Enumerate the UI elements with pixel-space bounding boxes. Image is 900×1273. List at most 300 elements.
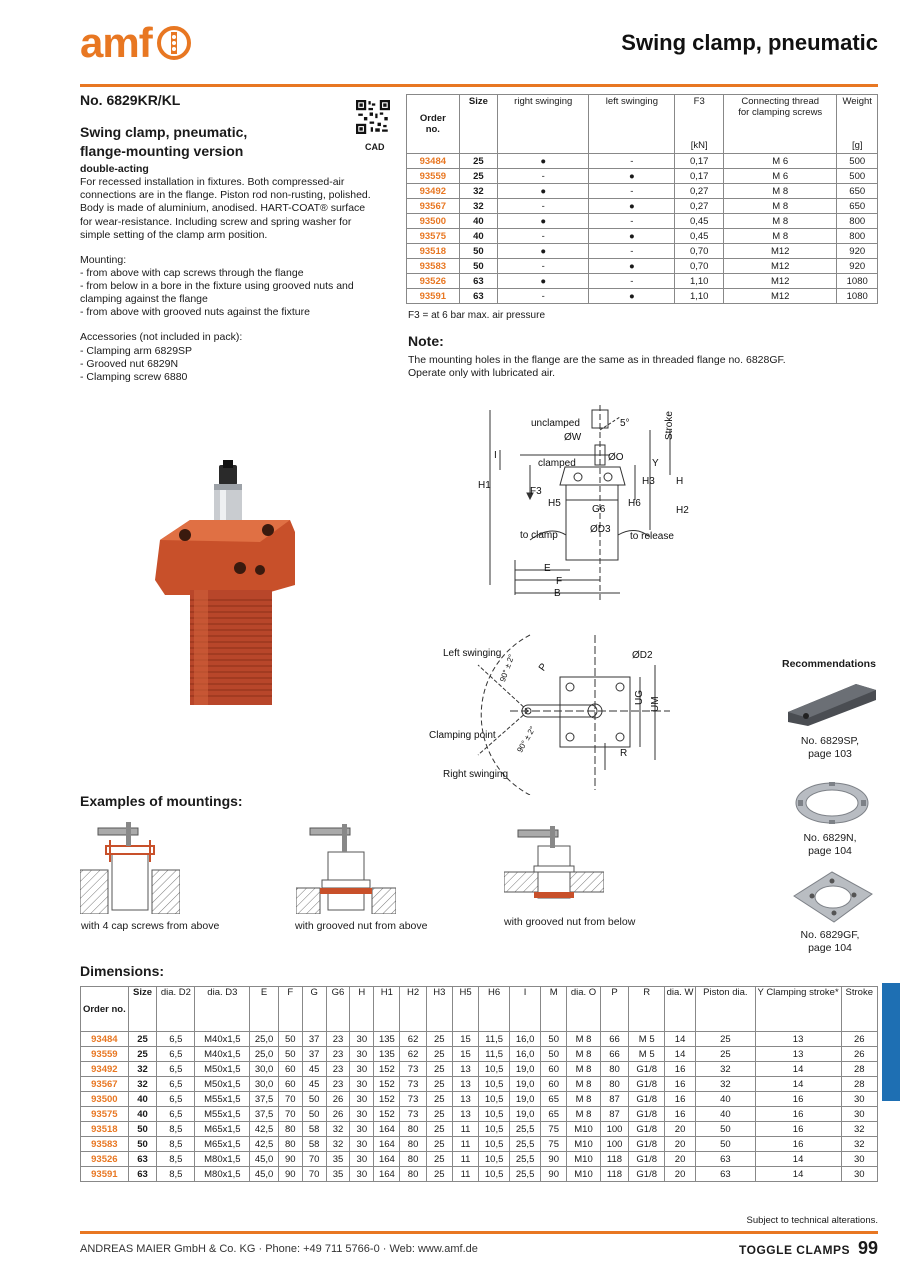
dim-cell: G1/8 — [629, 1152, 665, 1167]
col-f3: F3 [kN] — [675, 95, 724, 154]
label-h2: H2 — [676, 505, 689, 516]
order-cell: 0,27 — [675, 199, 724, 214]
order-row — [407, 214, 878, 229]
dim-cell: 14 — [665, 1032, 696, 1047]
order-cell: M12 — [724, 259, 837, 274]
dim-cell: 58 — [302, 1122, 326, 1137]
dim-cell: M 8 — [567, 1092, 600, 1107]
label-h: H — [676, 476, 684, 487]
product-title-line-1: Swing clamp, pneumatic, — [80, 123, 248, 140]
dim-cell: 32 — [841, 1137, 877, 1152]
label-um: UM — [650, 696, 661, 712]
label-w: ØW — [564, 432, 582, 443]
order-cell: M12 — [724, 244, 837, 259]
dim-cell: M 8 — [567, 1032, 600, 1047]
dim-cell: 30 — [350, 1077, 374, 1092]
order-number-cell[interactable]: 93500 — [81, 1092, 129, 1107]
dim-cell: 25 — [426, 1077, 452, 1092]
dim-col-header: H5 — [452, 987, 478, 1032]
dim-cell: M65x1,5 — [195, 1122, 250, 1137]
mounting-example-1 — [80, 822, 180, 914]
dim-cell: 80 — [600, 1062, 629, 1077]
dim-cell: 90 — [278, 1152, 302, 1167]
dim-cell: 60 — [278, 1062, 302, 1077]
dim-col-header: F — [278, 987, 302, 1032]
dim-cell: 14 — [755, 1152, 841, 1167]
order-cell: 50 — [459, 244, 497, 259]
dim-cell: 16 — [665, 1107, 696, 1122]
dim-col-header: H — [350, 987, 374, 1032]
rec-item-3[interactable]: No. 6829GF, page 104 — [800, 929, 860, 955]
order-number-cell[interactable]: 93575 — [81, 1107, 129, 1122]
dim-cell: 25 — [426, 1062, 452, 1077]
dim-col-header: dia. W — [665, 987, 696, 1032]
dim-cell: 75 — [541, 1122, 567, 1137]
dim-col-header: Stroke — [841, 987, 877, 1032]
label-d2: ØD2 — [632, 650, 653, 661]
dimensions-table — [80, 986, 878, 1182]
note-heading: Note: — [408, 333, 444, 349]
dim-cell: M80x1,5 — [195, 1152, 250, 1167]
grooved-nut-image[interactable] — [792, 778, 872, 828]
order-number-cell[interactable]: 93567 — [81, 1077, 129, 1092]
order-number-cell[interactable]: 93492 — [81, 1062, 129, 1077]
header-divider — [80, 84, 878, 87]
dim-cell: 118 — [600, 1152, 629, 1167]
dim-col-header: dia. D2 — [157, 987, 195, 1032]
col-order-no: Order no. — [407, 95, 460, 154]
label-stroke: Stroke — [664, 411, 675, 440]
dim-cell: 62 — [400, 1047, 426, 1062]
dim-cell: M50x1,5 — [195, 1062, 250, 1077]
dim-cell: 152 — [374, 1092, 400, 1107]
dim-cell: 135 — [374, 1047, 400, 1062]
order-cell: 650 — [837, 184, 878, 199]
col-left-swinging: left swinging — [589, 95, 675, 154]
order-row — [407, 229, 878, 244]
order-cell: 800 — [837, 214, 878, 229]
order-number-cell[interactable]: 93567 — [407, 199, 460, 214]
dim-cell: M40x1,5 — [195, 1032, 250, 1047]
dim-cell: 80 — [400, 1167, 426, 1182]
dim-cell: 50 — [128, 1122, 157, 1137]
order-cell: 0,70 — [675, 244, 724, 259]
order-cell: 920 — [837, 244, 878, 259]
dim-cell: 40 — [128, 1092, 157, 1107]
order-number-cell[interactable]: 93575 — [407, 229, 460, 244]
order-cell: ● — [498, 244, 589, 259]
order-cell: - — [498, 259, 589, 274]
dim-col-header: dia. O — [567, 987, 600, 1032]
dim-cell: 25 — [426, 1092, 452, 1107]
product-number: No. 6829KR/KL — [80, 92, 181, 108]
mounting-text: Mounting: - from above with cap screws through the flange - from below in a bore in the fixture using grooved nuts and clamping against the flange - from above with grooved nuts against the fixture — [80, 253, 354, 319]
dim-cell: 6,5 — [157, 1062, 195, 1077]
dim-cell: 15 — [452, 1047, 478, 1062]
dim-cell: 40 — [696, 1107, 756, 1122]
logo-emblem-icon — [154, 23, 194, 63]
dim-cell: 63 — [128, 1167, 157, 1182]
mounting-example-3 — [504, 826, 604, 910]
order-cell: 40 — [459, 229, 497, 244]
dim-cell: 20 — [665, 1122, 696, 1137]
dim-cell: 25,0 — [250, 1032, 279, 1047]
order-row — [407, 184, 878, 199]
order-cell: ● — [498, 184, 589, 199]
dim-cell: 50 — [128, 1137, 157, 1152]
dim-cell: 28 — [841, 1062, 877, 1077]
cad-label[interactable]: CAD — [365, 142, 385, 152]
threaded-flange-image[interactable] — [790, 868, 876, 928]
dim-row — [81, 1107, 878, 1122]
dim-cell: 13 — [452, 1107, 478, 1122]
dim-cell: M 8 — [567, 1062, 600, 1077]
order-cell: ● — [589, 289, 675, 304]
label-f: F — [556, 576, 563, 587]
dim-cell: 70 — [278, 1092, 302, 1107]
dim-cell: 30 — [350, 1167, 374, 1182]
dim-cell: G1/8 — [629, 1122, 665, 1137]
order-cell: - — [498, 229, 589, 244]
label-ug: UG — [634, 690, 645, 705]
dim-cell: 30 — [841, 1107, 877, 1122]
dim-cell: 30,0 — [250, 1062, 279, 1077]
order-cell: M 6 — [724, 154, 837, 169]
section-tab — [882, 983, 900, 1101]
order-cell: 500 — [837, 169, 878, 184]
order-cell: 63 — [459, 274, 497, 289]
amf-logo — [80, 19, 194, 66]
order-cell: 63 — [459, 289, 497, 304]
order-number-cell[interactable]: 93492 — [407, 184, 460, 199]
dim-cell: 152 — [374, 1062, 400, 1077]
order-number-cell[interactable]: 93526 — [81, 1152, 129, 1167]
dim-col-header: Size — [128, 987, 157, 1032]
dim-cell: 63 — [696, 1167, 756, 1182]
label-p: P — [536, 661, 550, 674]
dim-cell: 14 — [755, 1077, 841, 1092]
dim-cell: 37 — [302, 1032, 326, 1047]
dim-cell: 65 — [541, 1092, 567, 1107]
order-number-cell[interactable]: 93484 — [407, 154, 460, 169]
order-number-cell[interactable]: 93591 — [81, 1167, 129, 1182]
dim-cell: 10,5 — [479, 1137, 510, 1152]
dim-cell: M 8 — [567, 1047, 600, 1062]
order-cell: 1080 — [837, 274, 878, 289]
order-number-cell[interactable]: 93559 — [81, 1047, 129, 1062]
accessories-text: Accessories (not included in pack): - Clamping arm 6829SP - Grooved nut 6829N - Clamping screw 6880 — [80, 331, 243, 383]
dim-cell: M40x1,5 — [195, 1047, 250, 1062]
dim-cell: 10,5 — [479, 1107, 510, 1122]
dim-cell: 118 — [600, 1167, 629, 1182]
order-number-cell[interactable]: 93583 — [81, 1137, 129, 1152]
label-right-swinging: Right swinging — [443, 769, 509, 780]
dim-cell: 45,0 — [250, 1167, 279, 1182]
order-row — [407, 259, 878, 274]
dim-cell: 80 — [600, 1077, 629, 1092]
dim-cell: 50 — [541, 1047, 567, 1062]
order-cell: M 8 — [724, 199, 837, 214]
col-right-swinging: right swinging — [498, 95, 589, 154]
label-to-clamp: to clamp — [520, 530, 558, 541]
order-cell: - — [589, 274, 675, 289]
dim-cell: 10,5 — [479, 1152, 510, 1167]
dim-col-header: dia. D3 — [195, 987, 250, 1032]
dim-cell: 32 — [841, 1122, 877, 1137]
dim-cell: 25 — [426, 1152, 452, 1167]
dim-cell: 23 — [326, 1032, 350, 1047]
dim-cell: 30 — [350, 1137, 374, 1152]
order-number-cell[interactable]: 93484 — [81, 1032, 129, 1047]
example-caption-1: with 4 cap screws from above — [81, 920, 220, 932]
dim-cell: 25,5 — [510, 1137, 541, 1152]
dim-cell: 152 — [374, 1077, 400, 1092]
order-cell: - — [498, 289, 589, 304]
dim-cell: 10,5 — [479, 1077, 510, 1092]
dim-cell: 11 — [452, 1167, 478, 1182]
dim-cell: 50 — [278, 1032, 302, 1047]
dim-cell: M65x1,5 — [195, 1137, 250, 1152]
order-cell: 25 — [459, 154, 497, 169]
dim-cell: 80 — [400, 1122, 426, 1137]
dim-cell: 30 — [350, 1122, 374, 1137]
order-number-cell[interactable]: 93518 — [407, 244, 460, 259]
dim-cell: 25 — [426, 1167, 452, 1182]
dim-cell: 164 — [374, 1167, 400, 1182]
rec-item-2[interactable]: No. 6829N, page 104 — [803, 832, 857, 858]
dim-cell: 66 — [600, 1032, 629, 1047]
dim-cell: 135 — [374, 1032, 400, 1047]
dim-cell: 11 — [452, 1152, 478, 1167]
dimensions-heading: Dimensions: — [80, 963, 165, 979]
col-weight: Weight [g] — [837, 95, 878, 154]
dim-cell: 60 — [541, 1062, 567, 1077]
dim-cell: 10,5 — [479, 1167, 510, 1182]
order-table — [406, 94, 878, 304]
label-angle-1: 90° ± 2° — [498, 653, 517, 684]
dim-cell: 45 — [302, 1077, 326, 1092]
dim-cell: 37,5 — [250, 1092, 279, 1107]
dim-cell: 25 — [426, 1032, 452, 1047]
dim-cell: M10 — [567, 1122, 600, 1137]
dim-cell: 45,0 — [250, 1152, 279, 1167]
dim-cell: 20 — [665, 1137, 696, 1152]
dim-cell: 35 — [326, 1152, 350, 1167]
label-d3: ØD3 — [590, 524, 611, 535]
dim-cell: 100 — [600, 1137, 629, 1152]
order-row — [407, 154, 878, 169]
order-number-cell[interactable]: 93559 — [407, 169, 460, 184]
order-number-cell[interactable]: 93526 — [407, 274, 460, 289]
label-5deg: 5° — [620, 418, 630, 429]
order-cell: - — [498, 199, 589, 214]
dim-cell: 50 — [696, 1137, 756, 1152]
dim-cell: 10,5 — [479, 1062, 510, 1077]
dim-cell: 19,0 — [510, 1092, 541, 1107]
page-number: 99 — [857, 1238, 878, 1258]
label-i: I — [494, 450, 497, 461]
dim-col-header: G6 — [326, 987, 350, 1032]
dim-cell: 25 — [128, 1047, 157, 1062]
order-cell: M 6 — [724, 169, 837, 184]
order-cell: 650 — [837, 199, 878, 214]
examples-heading: Examples of mountings: — [80, 793, 243, 809]
order-row — [407, 274, 878, 289]
product-description-block — [80, 92, 375, 384]
dim-cell: 42,5 — [250, 1137, 279, 1152]
dim-cell: 40 — [696, 1092, 756, 1107]
dim-cell: 65 — [541, 1107, 567, 1122]
order-cell: M 8 — [724, 229, 837, 244]
order-cell: - — [498, 169, 589, 184]
dim-cell: M 8 — [567, 1107, 600, 1122]
qr-code-icon[interactable] — [356, 96, 390, 138]
recommendations-heading: Recommendations — [782, 658, 876, 670]
dim-cell: 20 — [665, 1167, 696, 1182]
dim-cell: 30 — [841, 1167, 877, 1182]
label-f3: F3 — [530, 486, 542, 497]
label-h1: H1 — [478, 480, 491, 491]
order-number-cell[interactable]: 93500 — [407, 214, 460, 229]
dim-row — [81, 1062, 878, 1077]
order-cell: 0,17 — [675, 154, 724, 169]
order-cell: M12 — [724, 289, 837, 304]
dim-cell: 16,0 — [510, 1047, 541, 1062]
dim-cell: 73 — [400, 1077, 426, 1092]
label-b: B — [554, 588, 561, 599]
dim-cell: 28 — [841, 1077, 877, 1092]
dim-cell: 70 — [302, 1152, 326, 1167]
dim-col-header: Piston dia. — [696, 987, 756, 1032]
dim-cell: 80 — [278, 1137, 302, 1152]
order-cell: 32 — [459, 199, 497, 214]
dim-cell: 63 — [696, 1152, 756, 1167]
dim-cell: 10,5 — [479, 1092, 510, 1107]
dim-cell: 25,5 — [510, 1122, 541, 1137]
rec-item-1[interactable]: No. 6829SP, page 103 — [800, 735, 860, 761]
order-cell: M 8 — [724, 214, 837, 229]
order-cell: 920 — [837, 259, 878, 274]
dim-cell: 11 — [452, 1122, 478, 1137]
dim-cell: 14 — [755, 1062, 841, 1077]
dim-row — [81, 1032, 878, 1047]
dim-cell: 37 — [302, 1047, 326, 1062]
dim-cell: G1/8 — [629, 1137, 665, 1152]
dim-cell: 16 — [665, 1062, 696, 1077]
dim-cell: 73 — [400, 1107, 426, 1122]
dim-cell: 60 — [541, 1077, 567, 1092]
dim-cell: 80 — [400, 1137, 426, 1152]
dim-cell: 45 — [302, 1062, 326, 1077]
order-cell: 1080 — [837, 289, 878, 304]
order-cell: 50 — [459, 259, 497, 274]
f3-footnote: F3 = at 6 bar max. air pressure — [408, 310, 546, 321]
dim-cell: 164 — [374, 1122, 400, 1137]
order-cell: 1,10 — [675, 274, 724, 289]
dim-row — [81, 1122, 878, 1137]
dim-cell: 152 — [374, 1107, 400, 1122]
dim-cell: 23 — [326, 1062, 350, 1077]
dim-cell: 25 — [426, 1107, 452, 1122]
order-cell: 800 — [837, 229, 878, 244]
dim-cell: M10 — [567, 1167, 600, 1182]
product-title-line-2: flange-mounting version — [80, 143, 244, 160]
dim-cell: 30 — [841, 1152, 877, 1167]
dim-cell: 87 — [600, 1092, 629, 1107]
dim-row — [81, 1047, 878, 1062]
dim-col-header: H3 — [426, 987, 452, 1032]
label-o: ØO — [608, 452, 624, 463]
label-unclamped: unclamped — [531, 418, 580, 429]
dim-row — [81, 1092, 878, 1107]
dim-cell: 11,5 — [479, 1032, 510, 1047]
dim-cell: 80 — [400, 1152, 426, 1167]
order-cell: - — [589, 154, 675, 169]
dim-cell: 90 — [541, 1167, 567, 1182]
label-angle-2: 90° ± 2° — [515, 724, 538, 755]
example-caption-2: with grooved nut from above — [295, 920, 428, 932]
dim-cell: 32 — [326, 1137, 350, 1152]
note-text: The mounting holes in the flange are the same as in threaded flange no. 6828GF. Operate only with lubricated air. — [408, 354, 786, 380]
dim-cell: M 5 — [629, 1047, 665, 1062]
dim-cell: 73 — [400, 1092, 426, 1107]
order-cell: ● — [498, 274, 589, 289]
dim-col-header: H1 — [374, 987, 400, 1032]
dim-cell: 32 — [696, 1077, 756, 1092]
dim-cell: 16 — [665, 1077, 696, 1092]
page-title: Swing clamp, pneumatic — [621, 30, 878, 55]
dim-cell: 6,5 — [157, 1047, 195, 1062]
dim-cell: 13 — [755, 1032, 841, 1047]
subject-to-alterations: Subject to technical alterations. — [746, 1215, 878, 1226]
order-cell: M12 — [724, 274, 837, 289]
dim-cell: 70 — [278, 1107, 302, 1122]
dim-cell: 6,5 — [157, 1032, 195, 1047]
dim-cell: 26 — [841, 1047, 877, 1062]
order-number-cell[interactable]: 93583 — [407, 259, 460, 274]
dim-cell: 16 — [755, 1092, 841, 1107]
dim-cell: M55x1,5 — [195, 1107, 250, 1122]
label-e: E — [544, 563, 551, 574]
order-cell: ● — [589, 259, 675, 274]
dim-cell: 11,5 — [479, 1047, 510, 1062]
dim-cell: M50x1,5 — [195, 1077, 250, 1092]
mounting-example-2 — [296, 822, 396, 914]
dim-cell: 6,5 — [157, 1107, 195, 1122]
order-cell: ● — [589, 199, 675, 214]
dim-col-header: I — [510, 987, 541, 1032]
dim-col-header: M — [541, 987, 567, 1032]
order-number-cell[interactable]: 93591 — [407, 289, 460, 304]
dim-col-header: R — [629, 987, 665, 1032]
dim-cell: 11 — [452, 1137, 478, 1152]
dim-cell: G1/8 — [629, 1167, 665, 1182]
dim-cell: 80 — [278, 1122, 302, 1137]
dim-cell: 50 — [278, 1047, 302, 1062]
dim-cell: 16,0 — [510, 1032, 541, 1047]
dim-cell: 25 — [426, 1122, 452, 1137]
dim-cell: 30 — [350, 1092, 374, 1107]
dim-cell: 8,5 — [157, 1137, 195, 1152]
clamping-arm-image[interactable] — [786, 682, 878, 730]
order-number-cell[interactable]: 93518 — [81, 1122, 129, 1137]
dim-cell: 19,0 — [510, 1062, 541, 1077]
footer-section: TOGGLE CLAMPS — [739, 1243, 850, 1257]
dim-cell: 50 — [541, 1032, 567, 1047]
order-cell: 40 — [459, 214, 497, 229]
dim-cell: 25 — [696, 1047, 756, 1062]
label-to-release: to release — [630, 531, 674, 542]
